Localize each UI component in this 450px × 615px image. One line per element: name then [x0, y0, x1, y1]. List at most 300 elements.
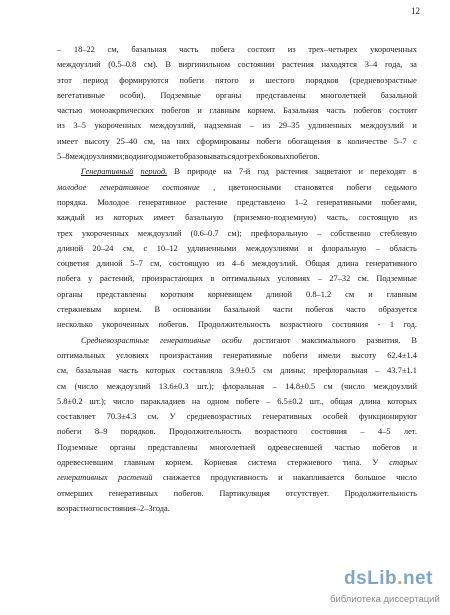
text-word: и — [412, 121, 417, 131]
text-line — [57, 164, 417, 179]
text-word: 5–8 — [57, 152, 70, 162]
text-word: боковых — [259, 152, 290, 162]
text-word: и — [358, 167, 364, 177]
text-word: 2–3 — [140, 503, 153, 513]
text-word: растений — [118, 473, 153, 483]
document-body — [57, 42, 417, 516]
text-line — [57, 501, 417, 516]
text-word: переходят — [370, 167, 406, 177]
text-word: состоит — [247, 45, 276, 54]
text-word: произрастающих — [141, 274, 203, 284]
text-word: общая — [330, 396, 353, 406]
text-word: за — [409, 60, 417, 70]
text-word: 20–24 — [92, 243, 114, 253]
text-line — [57, 470, 417, 485]
text-line — [57, 73, 417, 88]
text-word: Средневозрастные — [81, 335, 149, 345]
text-word: с — [143, 243, 148, 253]
text-word: возрастного — [279, 320, 323, 330]
text-word: молодое — [57, 182, 87, 192]
text-word: часть, — [326, 213, 348, 223]
text-word: часть — [326, 106, 346, 116]
text-line — [57, 210, 417, 225]
text-word: – — [57, 45, 62, 54]
text-word: побеги — [346, 182, 372, 192]
text-word: возрастного — [254, 427, 298, 437]
text-word: – — [317, 228, 322, 238]
text-word: Молодое — [97, 197, 130, 207]
text-word: префлоральную — [250, 228, 308, 238]
text-word: пятого — [215, 75, 239, 85]
text-word: см, — [143, 136, 156, 146]
text-word: формируются — [119, 75, 169, 85]
text-word: область — [389, 243, 417, 253]
watermark-logo — [344, 568, 433, 590]
text-word: них — [176, 136, 190, 146]
text-line — [57, 180, 417, 195]
text-word: Генеративный — [81, 167, 134, 177]
text-word: одревесневшей — [267, 442, 323, 452]
watermark-logo-dot: . — [397, 568, 403, 589]
text-line — [57, 287, 417, 302]
text-word: базальная — [75, 366, 112, 376]
text-word: – — [375, 366, 380, 376]
text-word: В — [174, 167, 180, 177]
text-word: состоящую — [358, 213, 399, 223]
text-word: В — [165, 60, 172, 70]
text-word: из — [95, 213, 104, 223]
text-word: 3–5 — [73, 121, 86, 131]
text-word: удлиненными — [187, 243, 237, 253]
text-word: образуется — [378, 305, 417, 315]
text-word: главным — [124, 458, 155, 468]
text-word: состоянии — [237, 60, 275, 70]
text-word: одревесневшим — [57, 458, 114, 468]
text-word: представлено — [236, 197, 286, 207]
text-line — [57, 134, 417, 149]
text-word: трех — [243, 152, 260, 162]
text-word: В — [411, 335, 417, 345]
text-word: из — [262, 121, 271, 131]
text-word: максимального — [301, 335, 356, 345]
text-word: состояния — [99, 503, 136, 513]
text-word: генеративное — [138, 197, 187, 207]
text-word: шт., — [309, 396, 324, 406]
text-word: имели — [318, 350, 341, 360]
text-word: которых — [387, 396, 417, 406]
text-word: у — [88, 274, 93, 284]
text-line — [57, 379, 417, 394]
text-word: длиной — [96, 259, 123, 269]
text-word: сформированы — [196, 136, 250, 146]
text-word: длиной — [57, 243, 84, 253]
text-word: органы — [109, 442, 136, 452]
text-line — [57, 409, 417, 424]
text-word: см — [323, 381, 333, 391]
text-word: см, — [150, 259, 162, 269]
text-word: продуктивность — [210, 473, 268, 483]
text-word: укороченных — [102, 320, 150, 330]
text-word: 5–7 — [393, 136, 407, 146]
text-word: – — [375, 243, 381, 253]
text-word: см); — [227, 228, 242, 238]
text-word: побеги — [57, 427, 82, 437]
text-word: Продолжительность — [169, 427, 242, 437]
text-word: 43.7±1.1 — [387, 366, 417, 376]
text-word: генеративные — [223, 350, 272, 360]
text-word: состояния — [332, 320, 369, 330]
text-word: базальную — [185, 213, 224, 223]
text-word: 3–4 — [364, 60, 378, 70]
text-word: 14.8±0.5 — [285, 381, 316, 391]
text-word: многолетней — [209, 442, 256, 452]
text-word: междоузлиями — [245, 243, 299, 253]
text-word: генеративных — [262, 412, 312, 422]
text-word: флоральная — [222, 381, 265, 391]
text-line — [57, 440, 417, 455]
text-word: образовываться — [179, 152, 236, 162]
text-word: растений, — [99, 274, 135, 284]
text-word: корнем. — [247, 106, 276, 116]
text-word: на — [223, 167, 232, 177]
text-word: в — [412, 167, 417, 177]
text-word: Базальная — [283, 106, 319, 116]
text-word: средневозрастных — [186, 412, 252, 422]
text-line — [57, 363, 417, 378]
text-word: отсутствует. — [285, 488, 329, 498]
text-word: система — [247, 458, 277, 468]
text-word: 7-й — [238, 167, 251, 177]
text-word: функционируют — [358, 412, 417, 422]
text-word: 62.4±1.4 — [387, 350, 417, 360]
text-word: части — [272, 305, 293, 315]
text-word: и — [278, 473, 283, 483]
text-word: длина — [359, 396, 381, 406]
text-word: междоузлий, — [149, 121, 196, 131]
text-word: корнем. — [165, 458, 193, 468]
text-line — [57, 317, 417, 332]
text-word: составляет — [57, 412, 96, 422]
text-word: и — [368, 289, 373, 299]
text-word: базальная — [131, 45, 167, 54]
text-word: генеративные — [159, 335, 211, 345]
text-word: составляла — [183, 366, 223, 376]
text-word: – — [135, 503, 141, 513]
text-word: Подземные — [376, 274, 417, 284]
text-word: шт.); — [197, 381, 214, 391]
text-word: развития. — [366, 335, 401, 345]
text-word: в — [337, 136, 342, 146]
text-word: надземная — [204, 121, 242, 131]
text-word: (число — [74, 381, 99, 391]
text-word: на — [191, 396, 201, 406]
text-line — [57, 486, 417, 501]
text-word: побега — [210, 45, 235, 54]
text-word: укороченных — [81, 228, 129, 238]
text-word: междоузлий — [57, 60, 101, 70]
text-word: генеративных — [108, 488, 159, 498]
text-word: один — [128, 152, 146, 162]
text-word: – — [272, 381, 277, 391]
text-word: год — [257, 167, 269, 177]
text-word: условиях — [116, 350, 149, 360]
text-word: Продолжительность — [197, 320, 271, 330]
text-word: порядков — [305, 75, 339, 85]
text-word: органы — [57, 289, 83, 299]
text-word: 1 — [389, 320, 394, 330]
text-word: побегов — [161, 106, 190, 116]
text-word: имеет — [153, 213, 175, 223]
text-word: побегов — [353, 106, 382, 116]
text-word: побегов. — [289, 152, 320, 162]
text-word: 70.3±4.3 — [106, 412, 137, 422]
text-word: – — [249, 121, 254, 131]
text-word: высоту — [351, 350, 377, 360]
text-word: растение — [195, 197, 228, 207]
text-word: из — [287, 45, 296, 54]
text-word: – — [317, 274, 322, 284]
text-word: зацветают — [314, 167, 352, 177]
text-word: количестве — [347, 136, 388, 146]
text-word: генеративное — [99, 182, 149, 192]
text-line — [57, 302, 417, 317]
watermark-logo-tld: net — [402, 568, 433, 589]
text-word: порядка. — [57, 197, 88, 207]
text-word: особи — [221, 335, 242, 345]
text-word: У — [169, 412, 176, 422]
text-word: (приземно-подземную) — [233, 213, 317, 223]
text-word: паракладиев — [140, 396, 186, 406]
text-word: побеге — [235, 396, 260, 406]
text-word: базальной — [380, 90, 417, 100]
text-word: - — [377, 320, 381, 330]
text-word: флоральную — [321, 243, 367, 253]
text-word: на — [161, 136, 170, 146]
text-word: часть — [118, 366, 138, 376]
text-word: представлены — [96, 289, 147, 299]
text-word: состояния — [310, 427, 348, 437]
text-word: которых — [145, 366, 176, 376]
text-word: побегов — [372, 442, 401, 452]
watermark-logo-main: dsLib — [344, 568, 398, 589]
text-word: генеративных — [57, 473, 108, 483]
text-word: Подземные — [57, 442, 98, 452]
text-word: 3.9±0.5 — [229, 366, 256, 376]
text-word: 25–40 — [116, 136, 138, 146]
text-word: и — [197, 106, 202, 116]
text-word: базальной — [223, 305, 260, 315]
text-line — [57, 394, 417, 409]
text-word: междоузлий. — [252, 259, 298, 269]
text-word: корневищем — [207, 289, 252, 299]
text-word: трех — [57, 228, 73, 238]
text-word: (0.5–0.8 — [108, 60, 137, 70]
text-word: растения — [282, 60, 314, 70]
text-word: в — [124, 152, 129, 162]
text-word: 6.5±0.2 — [277, 396, 303, 406]
text-word: часть — [179, 45, 199, 54]
text-word: собственно — [330, 228, 371, 238]
page-number: 12 — [411, 6, 420, 16]
text-word: период. — [140, 167, 168, 177]
text-word: растения — [276, 167, 308, 177]
text-word: и — [307, 243, 313, 253]
text-word: частью — [57, 106, 83, 116]
text-word: Продолжительность — [344, 488, 417, 498]
text-word: высоту — [84, 136, 110, 146]
text-word: многолетней — [320, 90, 366, 100]
text-word: период — [83, 75, 109, 85]
text-word: Общая — [305, 259, 330, 269]
text-word: междоузлий — [373, 381, 417, 391]
text-word: главным — [386, 289, 417, 299]
text-word: 4–5 — [377, 427, 391, 437]
text-word: часто — [346, 305, 366, 315]
text-word: побегов — [305, 305, 334, 315]
text-word: и — [412, 442, 417, 452]
text-word: число — [112, 396, 134, 406]
text-word: которых — [113, 213, 144, 223]
text-word: год. — [403, 320, 417, 330]
text-word: из — [57, 121, 65, 131]
text-word: органы — [215, 90, 242, 100]
text-word: см. — [357, 274, 369, 284]
text-word: частью — [334, 442, 360, 452]
text-word: порядков. — [120, 427, 156, 437]
text-word: (средневозрастные — [349, 75, 417, 85]
text-word: междоузлиями; — [69, 152, 125, 162]
text-word: В — [154, 305, 161, 315]
text-word: стержневого — [287, 458, 332, 468]
text-word: условиях — [277, 274, 311, 284]
text-line — [57, 42, 417, 57]
text-word: (0.6–0.7 — [190, 228, 219, 238]
text-word: шестого — [265, 75, 295, 85]
text-word: достигают — [252, 335, 291, 345]
text-word: генеративного — [365, 259, 417, 269]
text-word: см, — [122, 243, 135, 253]
text-word: цветоносными — [228, 182, 281, 192]
text-line — [57, 241, 417, 256]
text-word: см, — [57, 366, 69, 376]
text-word: Партикуляция — [219, 488, 270, 498]
text-word: 5–7 — [130, 259, 143, 269]
text-word: соцветия — [57, 259, 90, 269]
text-word: шт.); — [89, 396, 107, 406]
text-word: побегами, — [381, 197, 417, 207]
text-word: см. — [147, 412, 159, 422]
text-word: длины; — [280, 366, 306, 376]
text-word: стеблевую — [379, 228, 417, 238]
text-word: и — [249, 75, 255, 85]
text-word: представлены — [256, 90, 306, 100]
text-word: моноакрпических — [90, 106, 154, 116]
text-word: состоит — [389, 106, 417, 116]
text-word: находятся — [321, 60, 358, 70]
text-word: побеги — [256, 136, 281, 146]
text-word: представлены — [147, 442, 198, 452]
text-word: накапливается — [293, 473, 345, 483]
text-line — [57, 455, 417, 470]
text-line — [57, 348, 417, 363]
text-word: генеративными — [316, 197, 372, 207]
text-word: см — [57, 381, 67, 391]
text-line — [57, 271, 417, 286]
text-word: до — [235, 152, 244, 162]
text-word: произрастания — [159, 350, 213, 360]
text-word: см). — [143, 60, 158, 70]
text-word: возрастного — [57, 503, 100, 513]
text-word: каждый — [57, 213, 85, 223]
text-word: может — [157, 152, 180, 162]
text-word: – — [360, 427, 365, 437]
text-line — [57, 226, 417, 241]
text-line — [57, 103, 417, 118]
text-word: 8–9 — [94, 427, 108, 437]
text-word: старых — [389, 458, 417, 468]
text-word: число — [396, 473, 417, 483]
text-word: междоузлий — [360, 121, 404, 131]
text-word: 10–12 — [156, 243, 178, 253]
text-word: укороченных — [94, 121, 142, 131]
text-word: состоящую — [168, 259, 210, 269]
text-word: отмерших — [57, 488, 94, 498]
text-word: – — [266, 396, 271, 406]
text-line — [57, 333, 417, 348]
text-line — [57, 57, 417, 72]
text-word: междоузлий — [137, 228, 182, 238]
text-word: 13.6±0.3 — [158, 381, 189, 391]
text-word: , — [213, 182, 216, 192]
text-word: см — [263, 366, 273, 376]
text-word: Подземные — [160, 90, 201, 100]
text-word: 18–22 — [73, 45, 95, 54]
text-line — [57, 88, 417, 103]
text-word: состояние — [162, 182, 200, 192]
text-word: виргинильном — [178, 60, 231, 70]
watermark-subtitle: библиотека диссертаций — [330, 594, 440, 605]
text-word: побеги — [282, 350, 308, 360]
text-word: длиной — [265, 289, 293, 299]
text-word: особи). — [119, 90, 146, 100]
text-word: основании — [172, 305, 211, 315]
text-word: имеет — [57, 136, 78, 146]
text-word: в — [210, 274, 215, 284]
text-word: 27–32 — [329, 274, 351, 284]
text-word: коротким — [160, 289, 194, 299]
text-word: междоузлий — [106, 381, 151, 391]
text-word: оптимальных — [57, 350, 106, 360]
text-word: 0.8–1.2 — [306, 289, 332, 299]
text-word: типа. — [342, 458, 362, 468]
text-word: трех–четырех — [308, 45, 358, 54]
text-word: из — [216, 259, 225, 269]
text-word: побегов. — [158, 320, 189, 330]
text-word: природе — [187, 167, 217, 177]
text-word: год — [145, 152, 158, 162]
text-word: 29–35 — [278, 121, 300, 131]
text-word: 5.8±0.2 — [57, 396, 83, 406]
text-word: этот — [57, 75, 72, 85]
text-word: Корневая — [203, 458, 238, 468]
text-word: стержневым — [57, 305, 102, 315]
text-word: года. — [152, 503, 170, 513]
text-word: У — [372, 458, 379, 468]
text-line — [57, 256, 417, 271]
text-word: 4–6 — [232, 259, 245, 269]
text-line — [57, 149, 417, 164]
text-line — [57, 118, 417, 133]
